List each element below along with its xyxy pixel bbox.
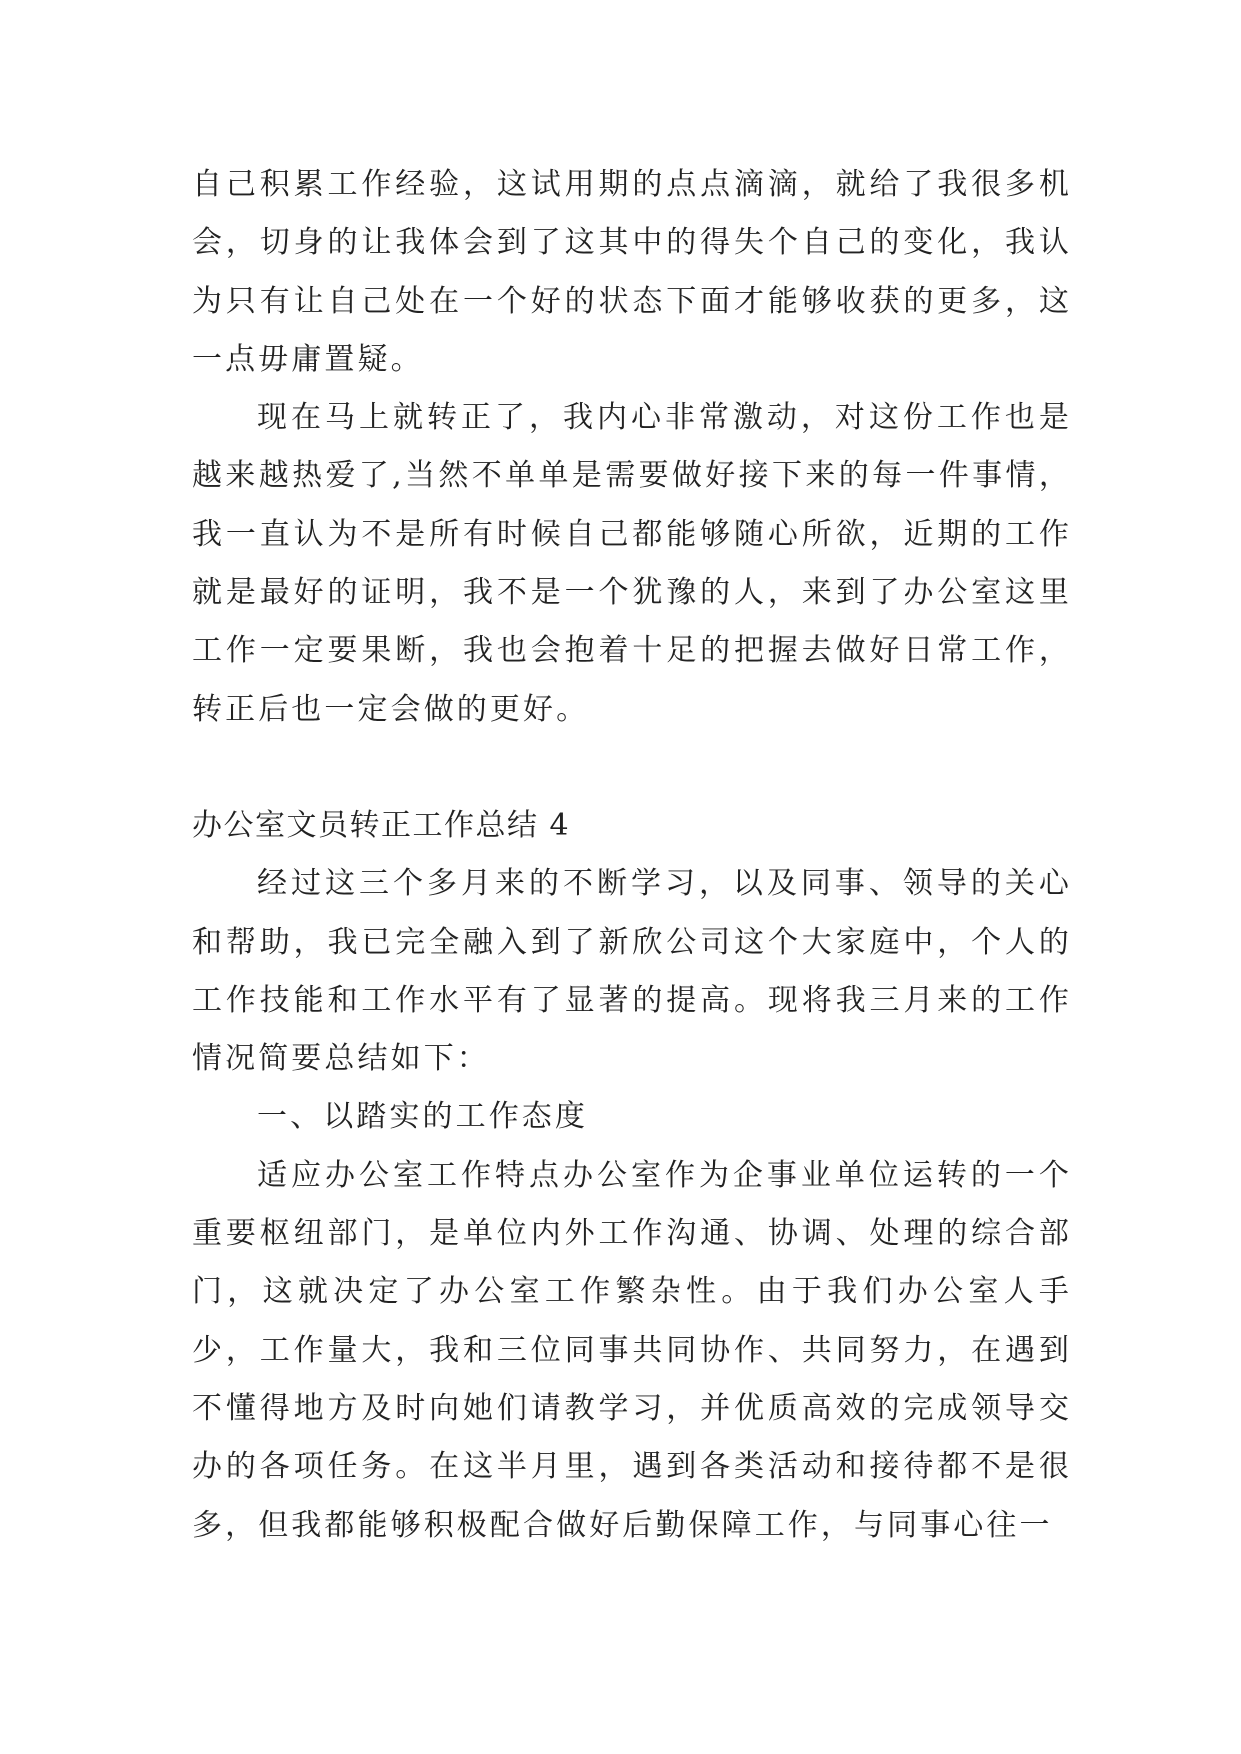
document-body xyxy=(192,156,1072,1555)
body-paragraph-2: 现在马上就转正了，我内心非常激动，对这份工作也是越来越热爱了,当然不单单是需要做好接下来的每一件事情，我一直认为不是所有时候自己都能够随心所欲，近期的工作就是最好的证明，我不是一个犹豫的人，来到了办公室这里工作一定要果断，我也会抱着十足的把握去做好日常工作，转正后也一定会做的更好。 xyxy=(192,400,1072,727)
section-heading: 办公室文员转正工作总结 4 xyxy=(192,807,571,843)
body-paragraph-1: 自己积累工作经验，这试用期的点点滴滴，就给了我很多机会，切身的让我体会到了这其中的得失个自己的变化，我认为只有让自己处在一个好的状态下面才能够收获的更多，这一点毋庸置疑。 xyxy=(192,167,1072,377)
sub-heading-1: 一、以踏实的工作态度 xyxy=(257,1099,588,1135)
body-paragraph-4: 适应办公室工作特点办公室作为企事业单位运转的一个重要枢纽部门，是单位内外工作沟通、协调、处理的综合部门，这就决定了办公室工作繁杂性。由于我们办公室人手少，工作量大，我和三位同事共同协作、共同努力，在遇到不懂得地方及时向她们请教学习，并优质高效的完成领导交办的各项任务。在这半月里，遇到各类活动和接待都不是很多，但我都能够积极配合做好后勤保障工作，与同事心往一 xyxy=(192,1157,1072,1543)
body-paragraph-3: 经过这三个多月来的不断学习，以及同事、领导的关心和帮助，我已完全融入到了新欣公司这个大家庭中，个人的工作技能和工作水平有了显著的提高。现将我三月来的工作情况简要总结如下： xyxy=(192,866,1072,1077)
